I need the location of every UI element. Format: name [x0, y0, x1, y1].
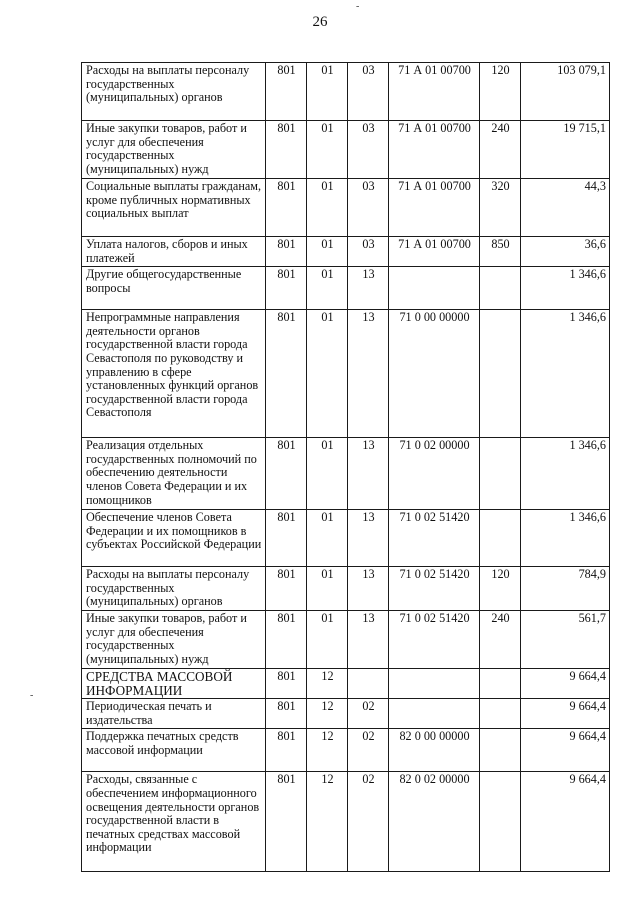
- cell-expense-type: 120: [480, 63, 521, 121]
- cell-expense-type: [480, 668, 521, 698]
- cell-name: Расходы, связанные с обеспечением информационного освещения деятельности органов государственной власти в печатных средствах массовой информации: [82, 772, 266, 872]
- cell-expense-type: [480, 729, 521, 772]
- cell-amount: 9 664,4: [521, 772, 610, 872]
- cell-ministry-code: 801: [266, 510, 307, 567]
- cell-amount: 1 346,6: [521, 310, 610, 438]
- table-row: [82, 699, 610, 729]
- cell-amount: 9 664,4: [521, 729, 610, 772]
- cell-amount: 103 079,1: [521, 63, 610, 121]
- budget-table: [81, 62, 610, 872]
- cell-section-code: 01: [307, 438, 348, 510]
- cell-subsection-code: 13: [348, 567, 389, 611]
- cell-target-article: 71 0 02 51420: [389, 610, 480, 668]
- cell-target-article: [389, 668, 480, 698]
- cell-target-article: 71 0 02 51420: [389, 567, 480, 611]
- cell-target-article: 82 0 00 00000: [389, 729, 480, 772]
- cell-subsection-code: 13: [348, 438, 389, 510]
- cell-amount: 1 346,6: [521, 267, 610, 310]
- cell-ministry-code: 801: [266, 729, 307, 772]
- cell-amount: 1 346,6: [521, 438, 610, 510]
- cell-ministry-code: 801: [266, 310, 307, 438]
- cell-expense-type: [480, 310, 521, 438]
- table-row: [82, 438, 610, 510]
- cell-subsection-code: [348, 668, 389, 698]
- table-row: [82, 610, 610, 668]
- cell-amount: 9 664,4: [521, 668, 610, 698]
- cell-target-article: 71 А 01 00700: [389, 179, 480, 237]
- cell-section-code: 01: [307, 610, 348, 668]
- table-row: [82, 310, 610, 438]
- scan-mark-left: -: [30, 690, 34, 701]
- cell-subsection-code: 13: [348, 610, 389, 668]
- cell-section-code: 01: [307, 310, 348, 438]
- table-row: [82, 510, 610, 567]
- cell-subsection-code: 02: [348, 729, 389, 772]
- cell-name: Иные закупки товаров, работ и услуг для обеспечения государственных (муниципальных) нужд: [82, 610, 266, 668]
- cell-ministry-code: 801: [266, 772, 307, 872]
- table-row: [82, 121, 610, 179]
- cell-name: Социальные выплаты гражданам, кроме публичных нормативных социальных выплат: [82, 179, 266, 237]
- cell-name: Непрограммные направления деятельности органов государственной власти города Севастополя по руководству и управлению в сфере установленных функций органов государственной власти города Севастополя: [82, 310, 266, 438]
- cell-section-code: 01: [307, 510, 348, 567]
- cell-target-article: 71 0 02 00000: [389, 438, 480, 510]
- cell-expense-type: [480, 699, 521, 729]
- cell-amount: 44,3: [521, 179, 610, 237]
- cell-section-code: 01: [307, 237, 348, 267]
- cell-ministry-code: 801: [266, 699, 307, 729]
- cell-subsection-code: 13: [348, 267, 389, 310]
- cell-subsection-code: 03: [348, 63, 389, 121]
- cell-ministry-code: 801: [266, 438, 307, 510]
- cell-ministry-code: 801: [266, 63, 307, 121]
- cell-section-code: 12: [307, 699, 348, 729]
- cell-name: Реализация отдельных государственных полномочий по обеспечению деятельности членов Совета Федерации и их помощников: [82, 438, 266, 510]
- cell-target-article: 71 А 01 00700: [389, 121, 480, 179]
- cell-subsection-code: 03: [348, 179, 389, 237]
- cell-target-article: 71 0 00 00000: [389, 310, 480, 438]
- cell-name: СРЕДСТВА МАССОВОЙ ИНФОРМАЦИИ: [82, 668, 266, 698]
- cell-amount: 9 664,4: [521, 699, 610, 729]
- cell-section-code: 12: [307, 668, 348, 698]
- cell-name: Поддержка печатных средств массовой информации: [82, 729, 266, 772]
- cell-target-article: 82 0 02 00000: [389, 772, 480, 872]
- cell-section-code: 01: [307, 179, 348, 237]
- cell-name: Иные закупки товаров, работ и услуг для обеспечения государственных (муниципальных) нужд: [82, 121, 266, 179]
- table-row: [82, 772, 610, 872]
- cell-subsection-code: 13: [348, 510, 389, 567]
- cell-subsection-code: 03: [348, 237, 389, 267]
- cell-expense-type: 320: [480, 179, 521, 237]
- cell-ministry-code: 801: [266, 179, 307, 237]
- cell-amount: 36,6: [521, 237, 610, 267]
- cell-expense-type: [480, 438, 521, 510]
- cell-ministry-code: 801: [266, 237, 307, 267]
- cell-target-article: 71 А 01 00700: [389, 237, 480, 267]
- cell-amount: 1 346,6: [521, 510, 610, 567]
- table-row: [82, 237, 610, 267]
- page-number: 26: [312, 14, 328, 30]
- table-row: [82, 63, 610, 121]
- cell-amount: 561,7: [521, 610, 610, 668]
- cell-amount: 19 715,1: [521, 121, 610, 179]
- cell-name: Уплата налогов, сборов и иных платежей: [82, 237, 266, 267]
- cell-section-code: 01: [307, 63, 348, 121]
- cell-name: Периодическая печать и издательства: [82, 699, 266, 729]
- cell-subsection-code: 02: [348, 699, 389, 729]
- cell-target-article: 71 А 01 00700: [389, 63, 480, 121]
- cell-name: Расходы на выплаты персоналу государственных (муниципальных) органов: [82, 567, 266, 611]
- cell-section-code: 12: [307, 772, 348, 872]
- cell-name: Расходы на выплаты персоналу государственных (муниципальных) органов: [82, 63, 266, 121]
- table-row: [82, 668, 610, 698]
- table-row: [82, 267, 610, 310]
- cell-ministry-code: 801: [266, 267, 307, 310]
- scan-mark-top: -: [356, 1, 360, 12]
- cell-subsection-code: 13: [348, 310, 389, 438]
- cell-ministry-code: 801: [266, 668, 307, 698]
- cell-target-article: [389, 267, 480, 310]
- budget-table-body: [82, 63, 610, 872]
- table-row: [82, 729, 610, 772]
- cell-expense-type: [480, 772, 521, 872]
- cell-ministry-code: 801: [266, 121, 307, 179]
- cell-expense-type: 120: [480, 567, 521, 611]
- cell-section-code: 01: [307, 267, 348, 310]
- cell-name: Обеспечение членов Совета Федерации и их помощников в субъектах Российской Федерации: [82, 510, 266, 567]
- cell-name: Другие общегосударственные вопросы: [82, 267, 266, 310]
- cell-section-code: 01: [307, 567, 348, 611]
- cell-target-article: 71 0 02 51420: [389, 510, 480, 567]
- cell-target-article: [389, 699, 480, 729]
- cell-subsection-code: 03: [348, 121, 389, 179]
- cell-subsection-code: 02: [348, 772, 389, 872]
- table-row: [82, 567, 610, 611]
- cell-expense-type: [480, 510, 521, 567]
- cell-expense-type: [480, 267, 521, 310]
- cell-expense-type: 850: [480, 237, 521, 267]
- cell-ministry-code: 801: [266, 567, 307, 611]
- cell-section-code: 01: [307, 121, 348, 179]
- cell-section-code: 12: [307, 729, 348, 772]
- cell-ministry-code: 801: [266, 610, 307, 668]
- cell-expense-type: 240: [480, 610, 521, 668]
- cell-amount: 784,9: [521, 567, 610, 611]
- table-row: [82, 179, 610, 237]
- cell-expense-type: 240: [480, 121, 521, 179]
